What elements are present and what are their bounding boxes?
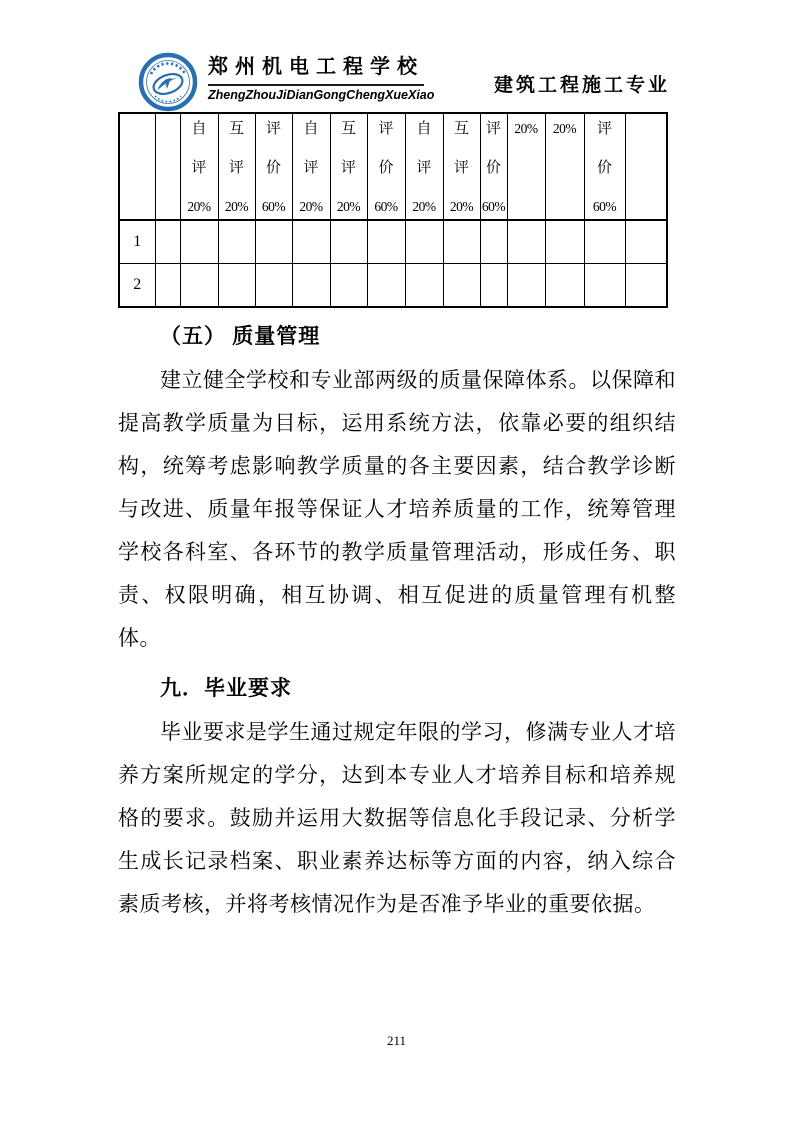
header-cell [292, 113, 330, 220]
table-cell [545, 220, 584, 264]
table-row [119, 220, 667, 264]
table-cell [405, 264, 443, 308]
header-cell [255, 113, 292, 220]
table-cell [218, 220, 255, 264]
header-line: 20% [514, 121, 538, 136]
evaluation-table-wrap [118, 112, 668, 308]
header-cell [180, 113, 218, 220]
header-line: 评 [485, 121, 501, 137]
header-line: 20% [449, 198, 474, 214]
header-line: 评 [596, 121, 612, 137]
table-cell [443, 264, 480, 308]
school-name: 郑州机电工程学校 [208, 50, 424, 86]
section-heading-graduation-requirements: 九．毕业要求 [160, 676, 292, 700]
header-line: 60% [592, 198, 617, 214]
table-cell [625, 264, 667, 308]
table-cell [480, 264, 507, 308]
header-cell [443, 113, 480, 220]
header-cell [367, 113, 405, 220]
header-line: 评 [453, 159, 469, 176]
table-cell [367, 264, 405, 308]
header-cell [405, 113, 443, 220]
header-line: 60% [374, 198, 398, 214]
header-cell [545, 113, 584, 220]
table-cell [292, 220, 330, 264]
table-cell [330, 220, 367, 264]
header-cell [480, 113, 507, 220]
table-cell [584, 220, 625, 264]
header-line: 自 [303, 121, 319, 137]
header-line: 互 [340, 121, 356, 137]
header-line: 60% [261, 198, 286, 214]
doc-title: 建筑工程施工专业 [494, 75, 671, 96]
header-line: 60% [481, 198, 506, 214]
header-cell [507, 113, 545, 220]
page-number: 211 [386, 1033, 407, 1048]
row-number-cell: 2 [119, 264, 155, 308]
header-cell [155, 113, 180, 220]
table-cell [255, 220, 292, 264]
paragraph-graduation-requirements: 毕业要求是学生通过规定年限的学习，修满专业人才培养方案所规定的学分，达到本专业人才培养目标和培养规格的要求。鼓励并运用大数据等信息化手段记录、分析学生成长记录档案、职业素养达标等方面的内容，纳入综合素质考核，并将考核情况作为是否准予毕业的重要依据。 [118, 720, 676, 916]
section-heading-quality-management: （五） 质量管理 [160, 324, 321, 348]
header-line: 价 [265, 159, 281, 176]
table-cell [480, 220, 507, 264]
header-line: 评 [228, 159, 244, 176]
table-cell [507, 264, 545, 308]
header-cell [625, 113, 667, 220]
header-line: 自 [416, 121, 432, 137]
page-header [118, 46, 676, 112]
table-cell [625, 220, 667, 264]
school-logo-icon [138, 52, 200, 112]
table-cell [155, 264, 180, 308]
header-line: 20% [224, 198, 249, 214]
header-line: 自 [191, 121, 207, 137]
header-line: 20% [336, 198, 361, 214]
header-line: 价 [596, 159, 612, 176]
header-line: 互 [453, 121, 469, 137]
table-cell [255, 264, 292, 308]
header-line: 价 [485, 159, 501, 176]
table-header-row [119, 113, 667, 220]
header-line: 互 [228, 121, 244, 137]
table-row [119, 264, 667, 308]
document-body [118, 321, 676, 926]
header-line: 20% [552, 121, 577, 136]
header-line: 评 [416, 159, 432, 176]
header-line: 评 [265, 121, 281, 137]
header-line: 20% [299, 198, 323, 214]
table-cell [330, 264, 367, 308]
header-line: 20% [412, 198, 436, 214]
header-line: 评 [340, 159, 356, 176]
evaluation-table [118, 112, 668, 308]
school-pinyin: ZhengZhouJiDianGongChengXueXiao [208, 88, 435, 102]
paragraph-quality-management: 建立健全学校和专业部两级的质量保障体系。以保障和提高教学质量为目标，运用系统方法，依靠必要的组织结构，统筹考虑影响教学质量的各主要因素，结合教学诊断与改进、质量年报等保证人才培养质量的工作，统筹管理学校各科室、各环节的教学质量管理活动，形成任务、职责、权限明确，相互协调、相互促进的质量管理有机整体。 [118, 368, 676, 650]
table-cell [218, 264, 255, 308]
header-line: 20% [187, 198, 211, 214]
header-cell [119, 113, 155, 220]
table-cell [405, 220, 443, 264]
header-line: 价 [378, 159, 394, 176]
header-cell [584, 113, 625, 220]
header-line: 评 [303, 159, 319, 176]
table-cell [155, 220, 180, 264]
header-cell [218, 113, 255, 220]
table-cell [367, 220, 405, 264]
school-name-block [208, 50, 435, 102]
row-number-cell: 1 [119, 220, 155, 264]
table-cell [545, 264, 584, 308]
table-cell [443, 220, 480, 264]
header-cell [330, 113, 367, 220]
table-cell [507, 220, 545, 264]
table-cell [180, 220, 218, 264]
header-line: 评 [378, 121, 394, 137]
table-cell [584, 264, 625, 308]
table-cell [292, 264, 330, 308]
header-line: 评 [191, 159, 207, 176]
table-cell [180, 264, 218, 308]
